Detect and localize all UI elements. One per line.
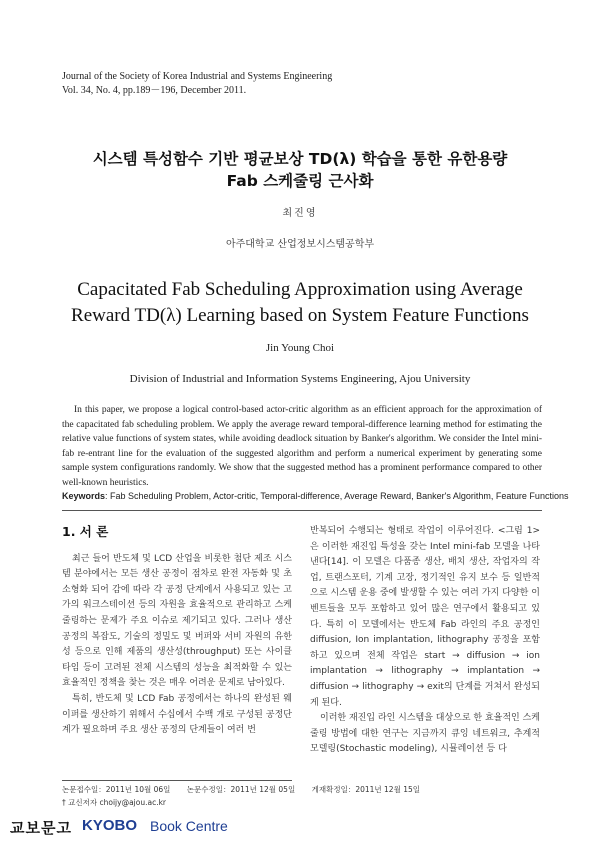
footnote-divider	[62, 780, 292, 781]
publisher-logo-sub: Book Centre	[150, 818, 228, 834]
english-title-line2: Reward TD(λ) Learning based on System Feature Functions	[71, 305, 529, 326]
body-paragraph: 최근 들어 반도체 및 LCD 산업을 비롯한 첨단 제조 시스템 분야에서는 모든 생산 공정이 점차로 완전 자동화 및 초소형화 되어 감에 따라 각 공정 단계에서 사용되고 있는 고가의 워크스테이션 등의 자원을 효율적으로 관리하고 스케줄링하는 문제가 주요 이슈로 제기되고 있다. 그러나 생산 공정의 복잡도, 기술의 정밀도 및 버퍼와 서비 자원의 유한성 등으로 인해 제품의 생산성(throughput) 또는 사이클 타임 등이 고려된 전체 시스템의 성능을 최적화할 수 있는 효율적인 정책을 찾는 것은 매우 어려운 문제로 남아있다.	[62, 553, 292, 689]
footnote	[62, 783, 434, 809]
journal-header	[62, 70, 332, 98]
korean-title-line1: 시스템 특성함수 기반 평균보상 TD(λ) 학습을 통한 유한용량	[92, 150, 508, 168]
korean-title	[40, 148, 560, 192]
korean-author: 최진영	[282, 208, 318, 219]
journal-volume: Vol. 34, No. 4, pp.189－196, December 2011.	[62, 85, 247, 96]
publisher-banner	[0, 815, 600, 848]
body-paragraph: 이러한 재진입 라인 시스템을 대상으로 한 효율적인 스케줄링 방법에 대한 연구는 지금까지 큐잉 네트워크, 추계적 모델링(Stochastic modeling), 시뮬레이션 등 다	[310, 713, 540, 755]
korean-title-line2: Fab 스케줄링 근사화	[226, 172, 374, 190]
divider	[62, 510, 542, 511]
abstract: In this paper, we propose a logical control-based actor-critic algorithm as an efficient approach for the approximation of the capacitated fab scheduling problem. We apply the average reward temporal-difference learning method for estimating the relative value functions of system states, while avoiding deadlock situation by Banker's algorithm. We consider the Intel mini-fab re-entrant line for the evaluation of the suggested algorithm and perform a numerical experiment by generating some sample system configurations randomly. We show that the suggested method has a prominent performance compared to other well-known heuristics.	[62, 405, 542, 488]
revised-date: 논문수정일：2011년 12월 05일	[186, 785, 296, 794]
english-title	[40, 277, 560, 329]
received-date: 논문접수일：2011년 10월 06일	[62, 785, 171, 794]
english-title-line1: Capacitated Fab Scheduling Approximation using Average	[77, 279, 523, 300]
body-paragraph: 특히, 반도체 및 LCD Fab 공정에서는 하나의 완성된 웨이퍼를 생산하기 위해서 수십에서 수백 개로 구성된 공정단계가 필요하며 주요 생산 공정의 단계들이 여러 번	[62, 693, 292, 736]
english-affiliation: Division of Industrial and Information Systems Engineering, Ajou University	[129, 373, 471, 385]
body-paragraph: 반복되어 수행되는 형태로 작업이 이루어진다. <그림 1>은 이러한 재진입 특성을 갖는 Intel mini-fab 모델을 나타낸다[14]. 이 모델은 다품종 생산, 배치 생산, 작업자의 작업, 트랜스포터, 기계 고장, 정기적인 유지 보수 등 일반적으로 시스템 운용 중에 발생할 수 있는 여러 가지 다양한 이벤트들을 모두 포함하고 있어 많은 연구에서 활용되고 있다. 특히 이 모델에서는 반도체 Fab 라인의 주요 공정인 diffusion, Ion implantation, lithography 공정을 포함하고 있으며 전체 작업은 start → diffusion → ion implantation → lithography → implantation → diffusion → lithography → exit의 단계를 거쳐서 완성되게 된다.	[310, 526, 540, 708]
journal-name: Journal of the Society of Korea Industrial and Systems Engineering	[62, 71, 333, 82]
keywords-label: Keywords	[62, 491, 106, 501]
keywords-text: : Fab Scheduling Problem, Actor-critic, Temporal-difference, Average Reward, Banker's Algorithm, Feature Functions	[105, 491, 569, 501]
body-column-right	[310, 524, 540, 758]
corresponding-author: † 교신저자 choijy@ajou.ac.kr	[62, 798, 167, 807]
publisher-logo-korean: 교보문고	[10, 819, 72, 837]
accepted-date: 게재확정일：2011년 12월 15일	[311, 785, 420, 794]
english-author: Jin Young Choi	[265, 342, 335, 354]
section-heading: 1. 서 론	[62, 524, 109, 539]
body-column-left	[62, 524, 292, 739]
keywords	[62, 489, 569, 503]
publisher-logo-english: KYOBO	[82, 817, 138, 834]
korean-affiliation: 아주대학교 산업정보시스템공학부	[225, 239, 375, 250]
